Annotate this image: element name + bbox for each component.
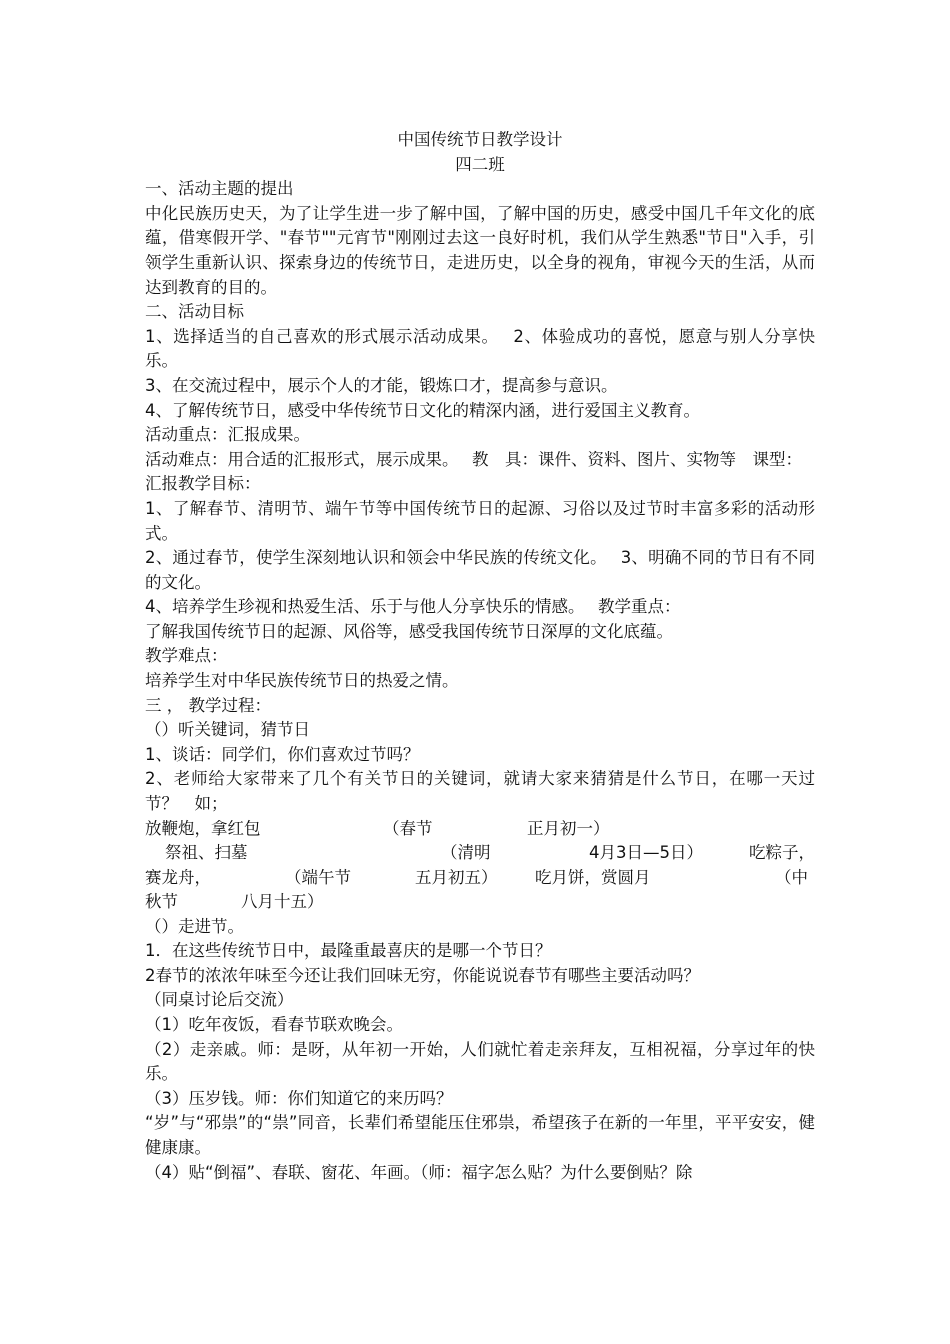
festival-name: （中 [775,867,808,887]
festival-name: 秋节 [145,892,178,912]
festival-keyword: 吃粽子， [749,843,815,863]
document-body [145,128,815,1185]
festival-date: 正月初一） [527,818,610,838]
festival-name: （端午节 [285,867,351,887]
goal-1: 1、选择适当的自己喜欢的形式展示活动成果。 2、体验成功的喜悦，愿意与别人分享快乐。 [145,326,815,371]
step-2-heading: （）走进节。 [145,916,244,936]
answer-4: （4）贴“倒福”、春联、窗花、年画。（师：福字怎么贴？为什么要倒贴？除 [145,1162,693,1182]
goal-3: 3、在交流过程中，展示个人的才能，锻炼口才，提高参与意识。 [145,375,618,395]
section-heading-2: 二、活动目标 [145,302,244,322]
festival-keyword: 放鞭炮，拿红包 [145,818,261,838]
document-title: 中国传统节日教学设计 [397,130,563,149]
answer-1: （1）吃年夜饭，看春节联欢晚会。 [145,1015,403,1034]
answer-2: （2）走亲戚。师：是呀，从年初一开始，人们就忙着走亲拜友，互相祝福，分享过年的快乐。 [145,1039,815,1084]
festival-keyword: 吃月饼，赏圆月 [535,867,651,887]
question-2: 2春节的浓浓年味至今还让我们回味无穷，你能说说春节有哪些主要活动吗？ [145,965,700,985]
festival-keyword: 祭祖、扫墓 [165,843,248,863]
activity-key-point: 活动重点：汇报成果。 [145,425,310,445]
teaching-key-point: 了解我国传统节日的起源、风俗等，感受我国传统节日深厚的文化底蕴。 [145,621,673,641]
report-goal-1: 1、了解春节、清明节、端午节等中国传统节日的起源、习俗以及过节时丰富多彩的活动形式。 [145,498,815,543]
section-1-paragraph: 中化民族历史天，为了让学生进一步了解中国，了解中国的历史，感受中国几千年文化的底蕴，借寒假开学、"春节""元宵节"刚刚过去这一良好时机，我们从学生熟悉"节日"入手，引领学生重新认识、探索身边的传统节日，走进历史，以全身的视角，审视今天的生活，从而达到教育的目的。 [145,203,815,297]
report-goal-4: 4、培养学生珍视和热爱生活、乐于与他人分享快乐的情感。 教学重点： [145,597,681,617]
talk-1: 1、谈话：同学们，你们喜欢过节吗？ [145,744,420,764]
festival-keyword-list [145,817,815,915]
teaching-difficulty: 培养学生对中华民族传统节日的热爱之情。 [145,671,459,691]
festival-name: （清明 [441,843,491,863]
festival-name: （春节 [383,818,433,838]
report-goals-heading: 汇报教学目标： [145,474,261,494]
question-1: 1．在这些传统节日中，最隆重最喜庆的是哪一个节日？ [145,941,552,961]
report-goal-2: 2、通过春节，使学生深刻地认识和领会中华民族的传统文化。 3、明确不同的节日有不同的文化。 [145,548,815,592]
answer-3: （3）压岁钱。师：你们知道它的来历吗？ [145,1088,453,1108]
activity-difficulty: 活动难点：用合适的汇报形式，展示成果。 教 具：课件、资料、图片、实物等 课型： [145,449,802,469]
festival-date: 八月十五） [241,892,324,912]
festival-date: 五月初五） [415,867,498,887]
document-subtitle: 四二班 [455,154,505,174]
discussion-note: （同桌讨论后交流） [145,990,294,1010]
teaching-difficulty-heading: 教学难点： [145,646,228,666]
section-heading-3: 三 ， 教学过程： [145,695,271,715]
step-1-heading: （）听关键词，猜节日 [145,720,310,740]
answer-3-detail: “岁”与“邪祟”的“祟”同音，长辈们希望能压住邪祟，希望孩子在新的一年里，平平安安，健健康康。 [145,1113,815,1157]
goal-4: 4、了解传统节日，感受中华传统节日文化的精深内涵，进行爱国主义教育。 [145,400,700,420]
festival-date: 4月3日—5日） [589,843,703,863]
section-heading-1: 一、活动主题的提出 [145,179,294,199]
festival-keyword: 赛龙舟， [145,867,211,887]
talk-2: 2、老师给大家带来了几个有关节日的关键词，就请大家来猜猜是什么节日，在哪一天过节？ 如； [145,769,815,814]
